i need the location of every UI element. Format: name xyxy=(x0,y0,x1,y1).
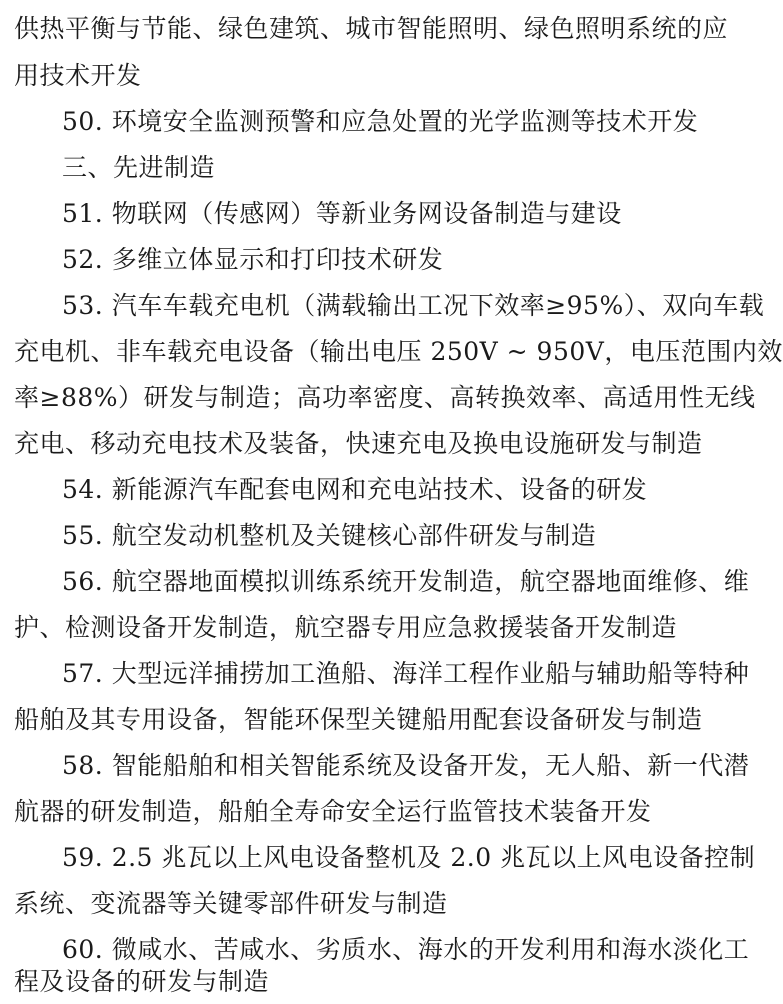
text-line: 充电、移动充电技术及装备，快速充电及换电设施研发与制造 xyxy=(14,429,703,458)
list-item-51: 51. 物联网（传感网）等新业务网设备制造与建设 xyxy=(62,199,622,228)
text-line: 护、检测设备开发制造，航空器专用应急救援装备开发制造 xyxy=(14,613,678,642)
text-line: 供热平衡与节能、绿色建筑、城市智能照明、绿色照明系统的应 xyxy=(14,14,729,43)
list-item-55: 55. 航空发动机整机及关键核心部件研发与制造 xyxy=(62,521,597,550)
text-line: 航器的研发制造，船舶全寿命安全运行监管技术装备开发 xyxy=(14,797,652,826)
list-item-54: 54. 新能源汽车配套电网和充电站技术、设备的研发 xyxy=(62,475,648,504)
list-item-60: 60. 微咸水、苦咸水、劣质水、海水的开发利用和海水淡化工 xyxy=(62,935,750,964)
section-heading: 三、先进制造 xyxy=(62,153,216,182)
text-line: 充电机、非车载充电设备（输出电压 250V ~ 950V，电压范围内效 xyxy=(14,337,783,366)
list-item-59: 59. 2.5 兆瓦以上风电设备整机及 2.0 兆瓦以上风电设备控制 xyxy=(62,843,756,872)
text-line: 程及设备的研发与制造 xyxy=(14,967,270,996)
list-item-53: 53. 汽车车载充电机（满载输出工况下效率≥95%）、双向车载 xyxy=(62,291,765,320)
text-line: 系统、变流器等关键零部件研发与制造 xyxy=(14,889,448,918)
list-item-56: 56. 航空器地面模拟训练系统开发制造，航空器地面维修、维 xyxy=(62,567,750,596)
list-item-52: 52. 多维立体显示和打印技术研发 xyxy=(62,245,444,274)
list-item-58: 58. 智能船舶和相关智能系统及设备开发，无人船、新一代潜 xyxy=(62,751,750,780)
list-item-57: 57. 大型远洋捕捞加工渔船、海洋工程作业船与辅助船等特种 xyxy=(62,659,750,688)
text-line: 率≥88%）研发与制造；高功率密度、高转换效率、高适用性无线 xyxy=(14,383,756,412)
list-item-50: 50. 环境安全监测预警和应急处置的光学监测等技术开发 xyxy=(62,107,699,136)
text-line: 船舶及其专用设备，智能环保型关键船用配套设备研发与制造 xyxy=(14,705,703,734)
text-line: 用技术开发 xyxy=(14,61,142,90)
